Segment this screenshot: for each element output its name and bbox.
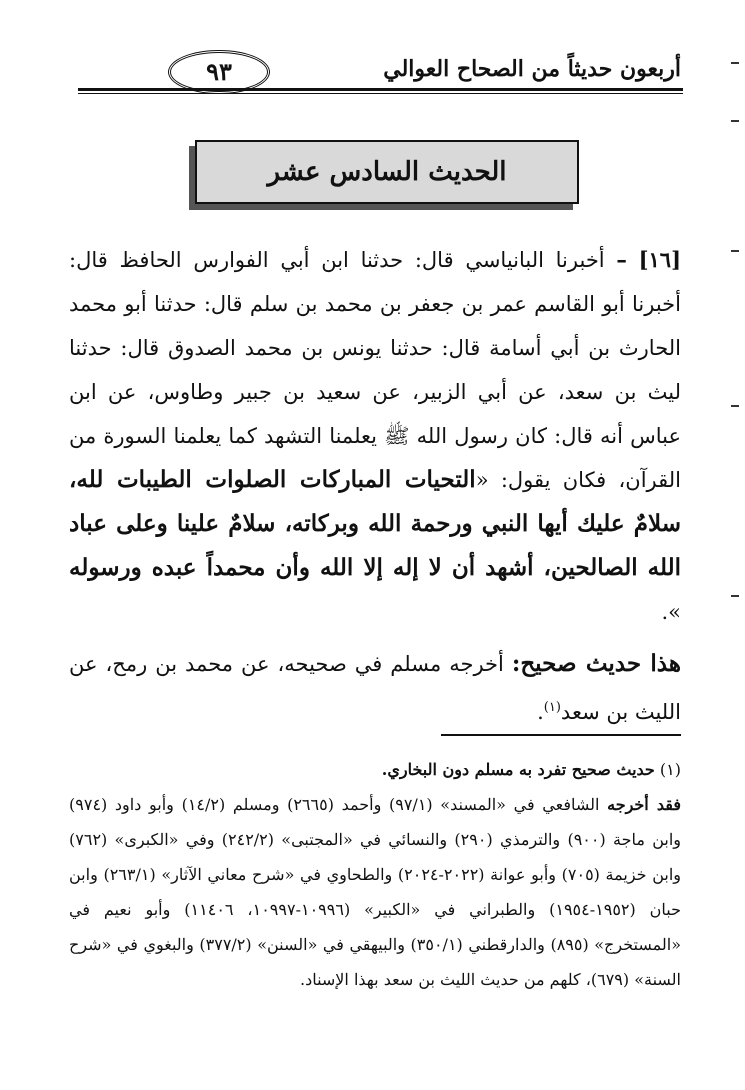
hadith-body [69,238,681,734]
hadith-number: [١٦] [638,247,681,272]
section-title: الحديث السادس عشر [267,157,507,187]
section-title-box [195,140,579,204]
scan-edge-mark [731,250,739,252]
footnote-reference: (١) [543,700,561,715]
footnote-summary: حديث صحيح تفرد به مسلم دون البخاري. [381,760,655,779]
page-number: ٩٣ [168,50,270,94]
footnotes [69,752,681,997]
scan-edge-mark [731,595,739,597]
hadith-paragraph [69,238,681,634]
footnote-separator [441,734,681,736]
header-rule-thin [78,93,683,94]
scan-edge-mark [731,62,739,64]
hadith-grade-paragraph [69,642,681,734]
footnote-sources [69,787,681,997]
footnote-body: الشافعي في «المسند» (٩٧/١) وأحمد (٢٦٦٥) ومسلم (١٤/٢) وأبو داود (٩٧٤) وابن ماجة (٩٠٠) والترمذي (٢٩٠) والنسائي في «المجتبى» (٢٤٢/٢) وفي «الكبرى» (٧٦٢) وابن خزيمة (٧٠٥) وأبو عوانة (٢٠٢٢-٢٠٢٤) والطحاوي في «شرح معاني الآثار» (٢٦٣/١) وابن حبان (١٩٥٢-١٩٥٤) والطبراني في «الكبير» (١٠٩٩٦-١٠٩٩٧، ١١٤٠٦) وأبو نعيم في «المستخرج» (٨٩٥) والدارقطني (٣٥٠/١) والبيهقي في «السنن» (٣٧٧/٢) والبغوي في «شرح السنة» (٦٧٩)، كلهم من حديث الليث بن سعد بهذا الإسناد. [69,795,682,989]
hadith-tashahhud: التحيات المباركات الصلوات الطيبات لله، سلامٌ عليك أيها النبي ورحمة الله وبركاته، سلامٌ علينا وعلى عباد الله الصالحين، أشهد أن لا إله إلا الله وأن محمداً عبده ورسوله [69,466,681,581]
hadith-grade-text: أخرجه مسلم في صحيحه، عن محمد بن رمح، عن الليث بن سعد [69,652,681,724]
footnote-lead: فقد أخرجه [607,795,682,814]
hadith-isnad: أخبرنا البانياسي قال: حدثنا ابن أبي الفوارس الحافظ قال: أخبرنا أبو القاسم عمر بن جعفر بن محمد بن سلم قال: حدثنا أبو محمد الحارث بن أبي أسامة قال: حدثنا يونس بن محمد الصدوق قال: حدثنا ليث بن سعد، عن أبي الزبير، عن سعيد بن جبير وطاوس، عن ابن عباس أنه قال: كان رسول الله ﷺ يعلمنا التشهد كما يعلمنا السورة من القرآن، فكان يقول: « [69,248,681,492]
scan-edge-mark [731,120,739,122]
hadith-grade-label: هذا حديث صحيح: [511,650,681,677]
footnote-summary-line [69,752,681,787]
scan-edge-mark [731,405,739,407]
running-title: أربعون حديثاً من الصحاح العوالي [383,56,681,82]
footnote-marker: (١) [659,760,681,779]
header-rule [78,88,683,91]
hadith-closing: ». [661,600,681,624]
hadith-end: . [537,700,544,724]
running-header [78,50,683,90]
hadith-dash: – [616,247,627,272]
